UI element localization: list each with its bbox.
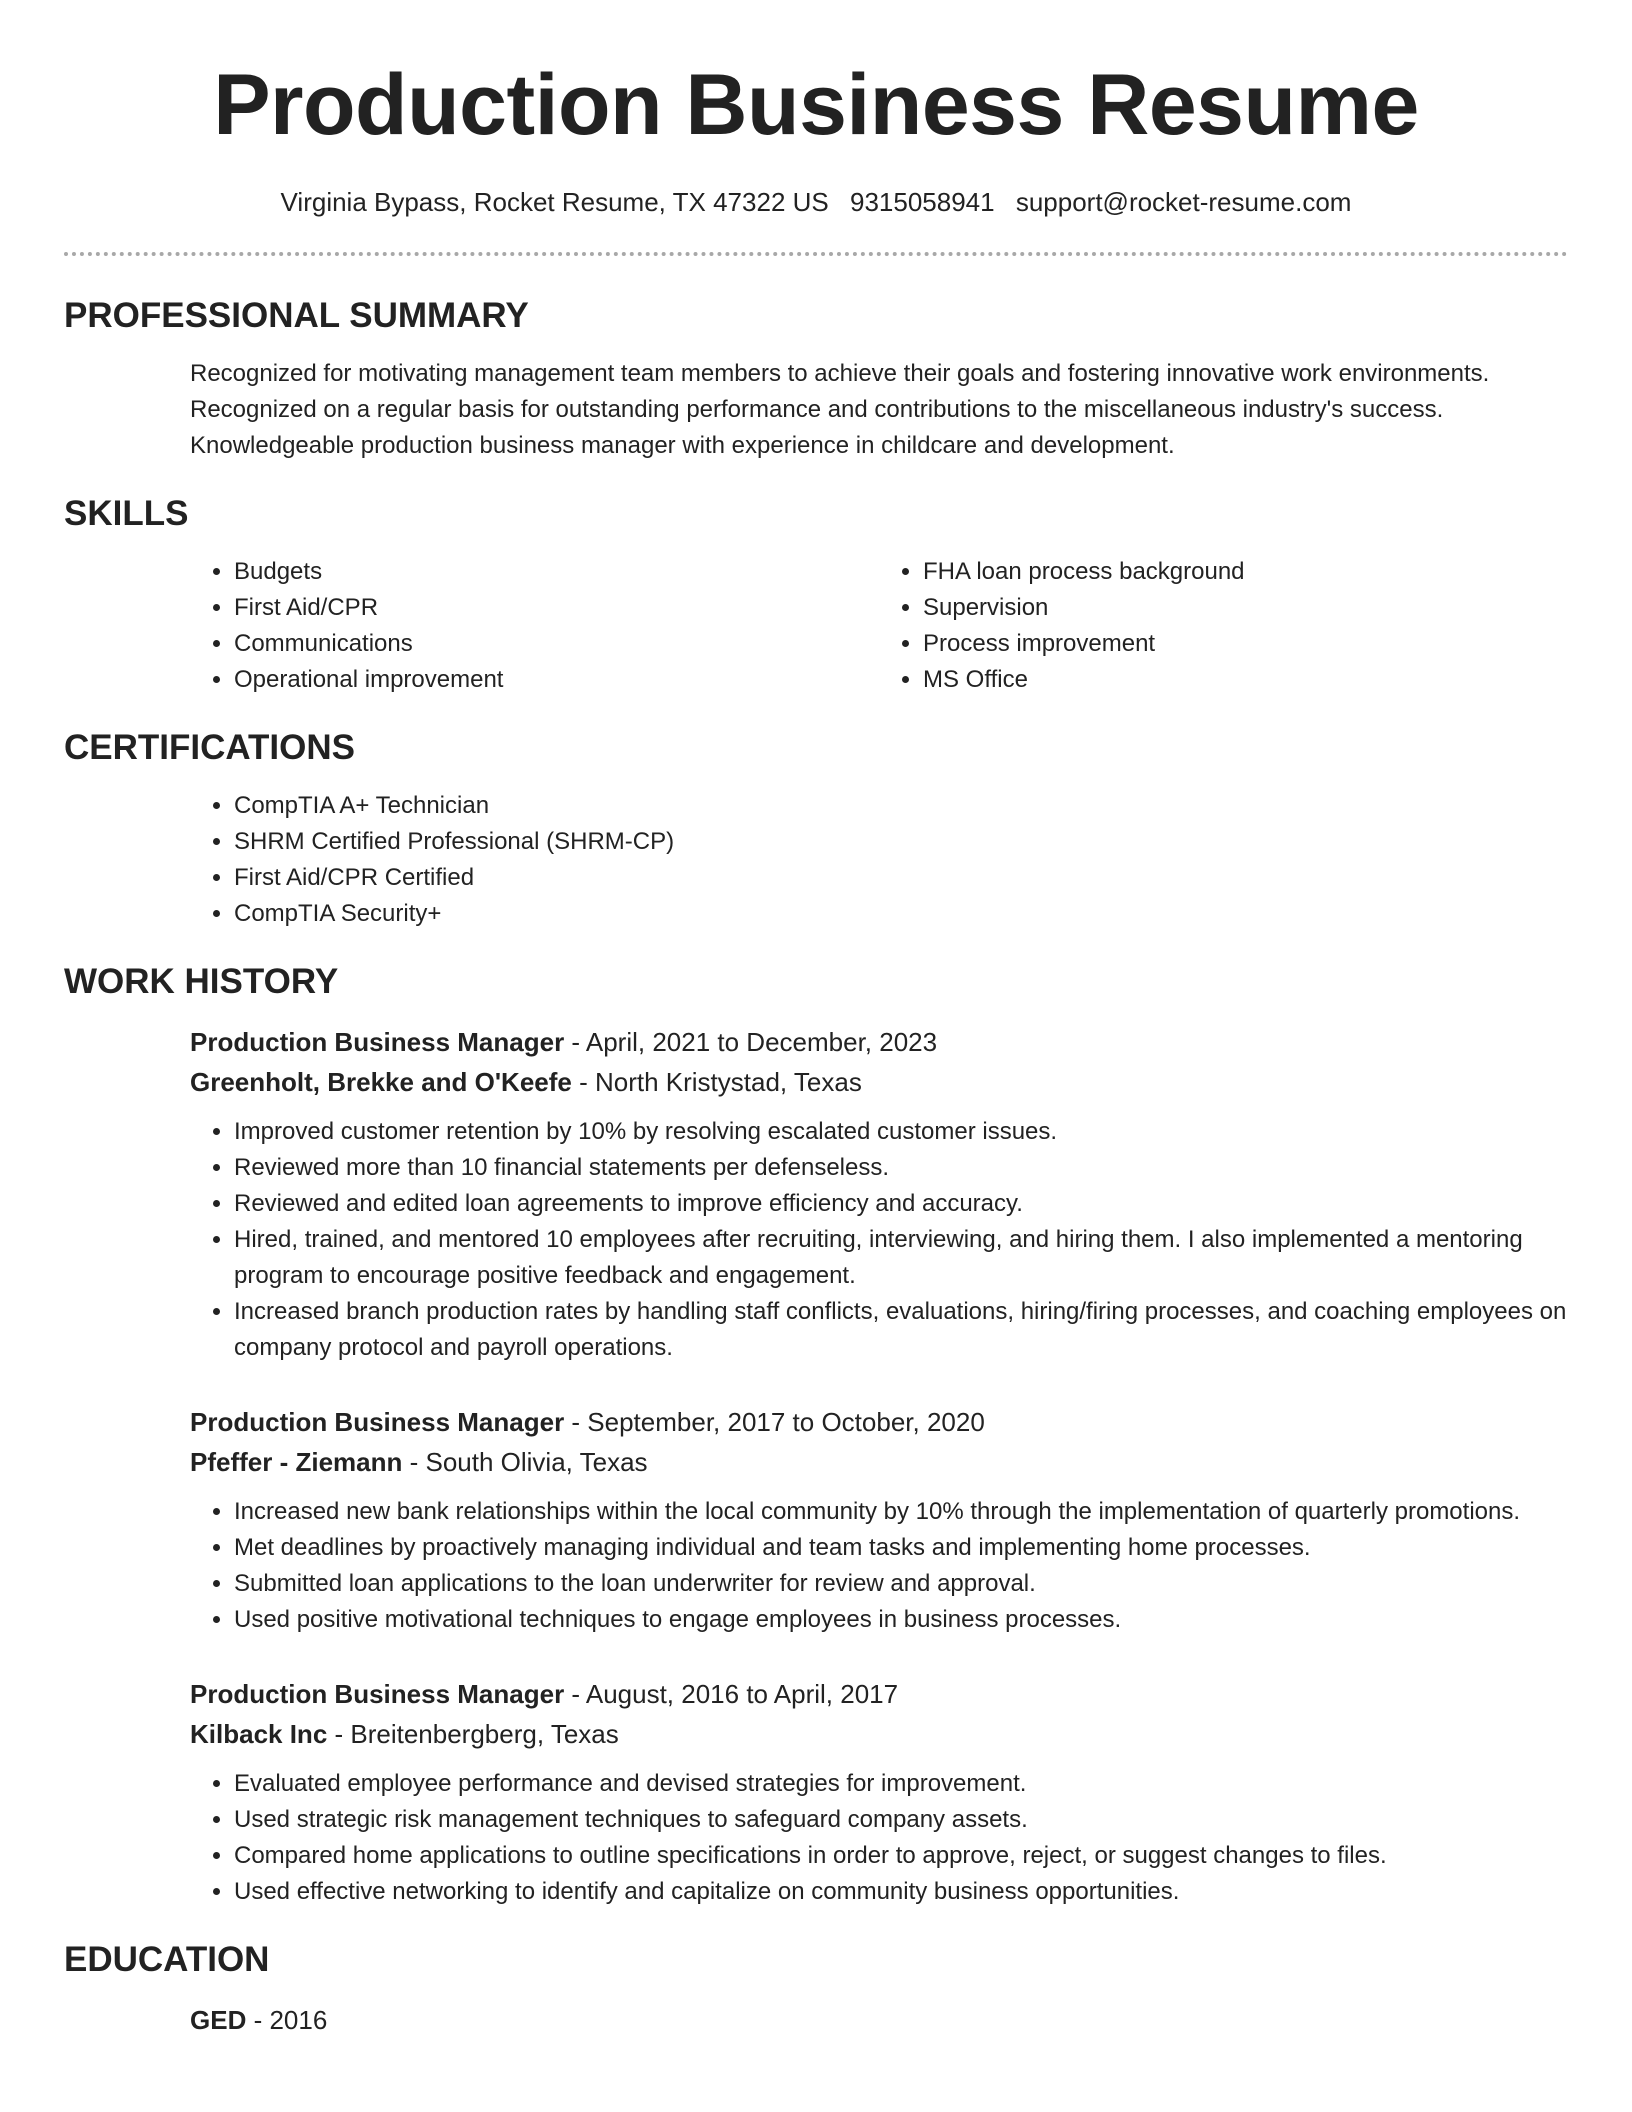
job-entry — [190, 1022, 1568, 1366]
job-bullet: • Increased branch production rates by handling staff conflicts, evaluations, hiring/firing processes, and coaching employees on company protocol and payroll operations. — [234, 1294, 1568, 1366]
contact-address: Virginia Bypass, Rocket Resume, TX 47322 US — [280, 187, 829, 217]
education-year: - 2016 — [246, 2005, 328, 2035]
job-company-line — [190, 1442, 1568, 1482]
certifications-heading: CERTIFICATIONS — [64, 728, 356, 767]
certifications-section — [64, 728, 1568, 932]
summary-text: Recognized for motivating management team members to achieve their goals and fostering innovative work environments. Recognized on a regular basis for outstanding performance and contributions to the miscellaneous industry's success. Knowledgeable production business manager with experience in childcare and development. — [190, 360, 1490, 459]
job-bullets — [190, 1766, 1568, 1910]
skills-list-right — [879, 554, 1568, 698]
summary-section — [64, 296, 1568, 464]
job-role: Production Business Manager — [190, 1407, 565, 1437]
certification-item: • First Aid/CPR Certified — [234, 860, 1568, 896]
job-bullet: • Used strategic risk management techniques to safeguard company assets. — [234, 1802, 1568, 1838]
certifications-list — [190, 788, 1568, 932]
job-bullet: • Compared home applications to outline specifications in order to approve, reject, or suggest changes to files. — [234, 1838, 1568, 1874]
skills-list-left — [190, 554, 879, 698]
resume-title: Production Business Resume — [213, 57, 1419, 153]
skill-item: • First Aid/CPR — [234, 590, 879, 626]
job-bullet: • Evaluated employee performance and devised strategies for improvement. — [234, 1766, 1568, 1802]
education-entry — [190, 2000, 1568, 2040]
job-role: Production Business Manager — [190, 1027, 565, 1057]
resume-header — [64, 0, 1568, 218]
job-company: Pfeffer - Ziemann — [190, 1447, 403, 1477]
skill-item: • Process improvement — [923, 626, 1568, 662]
skill-item: • Supervision — [923, 590, 1568, 626]
education-degree: GED — [190, 2005, 247, 2035]
job-dates: - August, 2016 to April, 2017 — [564, 1679, 899, 1709]
job-location: - South Olivia, Texas — [402, 1447, 648, 1477]
job-bullet: • Submitted loan applications to the loan underwriter for review and approval. — [234, 1566, 1568, 1602]
header-divider — [64, 252, 1568, 256]
job-title-line — [190, 1402, 1568, 1442]
job-bullet: • Used effective networking to identify and capitalize on community business opportunities. — [234, 1874, 1568, 1910]
job-bullet: • Reviewed and edited loan agreements to improve efficiency and accuracy. — [234, 1186, 1568, 1222]
job-role: Production Business Manager — [190, 1679, 565, 1709]
certification-item: • CompTIA A+ Technician — [234, 788, 1568, 824]
job-company: Kilback Inc — [190, 1719, 328, 1749]
skills-section — [64, 494, 1568, 698]
job-dates: - September, 2017 to October, 2020 — [564, 1407, 985, 1437]
job-bullets — [190, 1114, 1568, 1366]
contact-line — [64, 186, 1568, 218]
job-bullet: • Used positive motivational techniques to engage employees in business processes. — [234, 1602, 1568, 1638]
contact-email: support@rocket-resume.com — [1015, 187, 1352, 217]
skills-grid — [190, 554, 1568, 698]
job-bullet: • Reviewed more than 10 financial statements per defenseless. — [234, 1150, 1568, 1186]
certifications-body — [190, 788, 1568, 932]
job-company: Greenholt, Brekke and O'Keefe — [190, 1067, 572, 1097]
skill-item: • Operational improvement — [234, 662, 879, 698]
education-body — [190, 2000, 1568, 2040]
certification-item: • SHRM Certified Professional (SHRM-CP) — [234, 824, 1568, 860]
skill-item: • MS Office — [923, 662, 1568, 698]
job-entry — [190, 1674, 1568, 1910]
job-bullets — [190, 1494, 1568, 1638]
job-bullet: • Met deadlines by proactively managing individual and team tasks and implementing home processes. — [234, 1530, 1568, 1566]
job-title-line — [190, 1022, 1568, 1062]
job-title-line — [190, 1674, 1568, 1714]
skill-item: • Communications — [234, 626, 879, 662]
job-dates: - April, 2021 to December, 2023 — [564, 1027, 938, 1057]
job-bullet: • Hired, trained, and mentored 10 employees after recruiting, interviewing, and hiring them. I also implemented a mentoring program to encourage positive feedback and engagement. — [234, 1222, 1568, 1294]
summary-heading: PROFESSIONAL SUMMARY — [64, 296, 529, 335]
contact-phone: 9315058941 — [849, 187, 995, 217]
job-bullet: • Improved customer retention by 10% by resolving escalated customer issues. — [234, 1114, 1568, 1150]
education-heading: EDUCATION — [64, 1940, 270, 1979]
education-section — [64, 1940, 1568, 2040]
job-company-line — [190, 1714, 1568, 1754]
job-company-line — [190, 1062, 1568, 1102]
summary-body — [190, 356, 1568, 464]
job-location: - Breitenbergberg, Texas — [327, 1719, 619, 1749]
work-history-body — [190, 1022, 1568, 1910]
work-history-section — [64, 962, 1568, 1910]
certification-item: • CompTIA Security+ — [234, 896, 1568, 932]
skill-item: • FHA loan process background — [923, 554, 1568, 590]
skill-item: • Budgets — [234, 554, 879, 590]
job-bullet: • Increased new bank relationships within the local community by 10% through the implementation of quarterly promotions. — [234, 1494, 1568, 1530]
job-location: - North Kristystad, Texas — [571, 1067, 862, 1097]
work-history-heading: WORK HISTORY — [64, 962, 339, 1001]
skills-heading: SKILLS — [64, 494, 189, 533]
job-entry — [190, 1402, 1568, 1638]
